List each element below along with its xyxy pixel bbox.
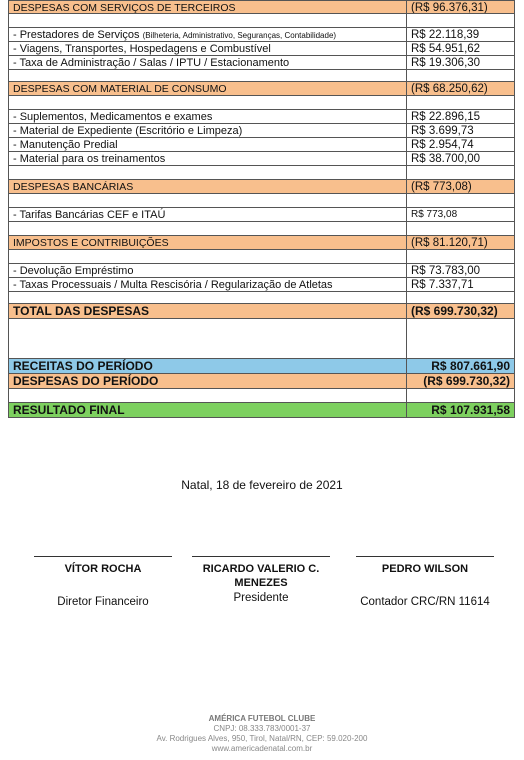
item-note: (Bilheteria, Administrativo, Seguranças, Contabilidade) xyxy=(142,31,337,40)
total-label: TOTAL DAS DESPESAS xyxy=(9,304,407,318)
table-row xyxy=(8,278,515,292)
item-label: - Material para os treinamentos xyxy=(9,152,407,165)
document-date: Natal, 18 de fevereiro de 2021 xyxy=(181,478,343,492)
section-title: IMPOSTOS E CONTRIBUIÇÕES xyxy=(9,236,407,249)
item-value: R$ 73.783,00 xyxy=(411,265,481,277)
signer-role: Presidente xyxy=(233,592,289,604)
receitas-value: R$ 807.661,90 xyxy=(431,359,510,373)
resultado-label: RESULTADO FINAL xyxy=(9,403,407,417)
footer-cnpj: CNPJ: 08.333.783/0001-37 xyxy=(213,724,311,733)
table-row xyxy=(8,152,515,166)
signature-block xyxy=(28,556,178,608)
total-despesas-row xyxy=(8,304,515,319)
footer-address: Av. Rodrigues Alves, 950, Tirol, Natal/RN, CEP: 59.020-200 xyxy=(156,734,368,743)
financial-table xyxy=(8,0,515,418)
spacer-row xyxy=(8,250,515,264)
signature-block xyxy=(186,556,336,604)
section-title: DESPESAS COM MATERIAL DE CONSUMO xyxy=(9,82,407,95)
section-header xyxy=(8,0,515,14)
item-label: - Viagens, Transportes, Hospedagens e Combustível xyxy=(9,42,407,55)
footer-club: AMÉRICA FUTEBOL CLUBE xyxy=(208,714,316,723)
table-row xyxy=(8,264,515,278)
spacer-row xyxy=(8,194,515,208)
signature-line xyxy=(34,556,172,558)
section-total: (R$ 81.120,71) xyxy=(411,237,488,249)
spacer-row xyxy=(8,319,515,359)
receitas-row xyxy=(8,359,515,374)
section-title: DESPESAS BANCÁRIAS xyxy=(9,180,407,193)
item-value: R$ 22.118,39 xyxy=(411,29,480,41)
signer-role: Contador CRC/RN 11614 xyxy=(360,596,490,608)
despesas-periodo-label: DESPESAS DO PERÍODO xyxy=(9,374,407,388)
item-value: R$ 38.700,00 xyxy=(411,153,481,165)
signer-role: Diretor Financeiro xyxy=(57,596,149,608)
spacer-row xyxy=(8,292,515,304)
spacer-row xyxy=(8,166,515,180)
spacer-row xyxy=(8,14,515,28)
item-label: - Prestadores de Serviços xyxy=(13,29,140,41)
item-value: R$ 22.896,15 xyxy=(411,111,481,123)
section-total: (R$ 773,08) xyxy=(411,181,472,193)
item-label: - Taxas Processuais / Multa Rescisória / Regularização de Atletas xyxy=(9,278,407,291)
item-value: R$ 3.699,73 xyxy=(411,125,474,137)
item-label: - Tarifas Bancárias CEF e ITAÚ xyxy=(9,208,407,221)
section-header xyxy=(8,236,515,250)
section-header xyxy=(8,180,515,194)
spacer-row xyxy=(8,389,515,403)
section-title: DESPESAS COM SERVIÇOS DE TERCEIROS xyxy=(9,1,407,13)
table-row xyxy=(8,138,515,152)
signature-line xyxy=(356,556,494,558)
item-value: R$ 2.954,74 xyxy=(411,139,474,151)
table-row xyxy=(8,28,515,42)
table-row xyxy=(8,42,515,56)
item-value: R$ 19.306,30 xyxy=(411,57,481,69)
signer-name: VÍTOR ROCHA xyxy=(64,563,142,575)
signer-name: PEDRO WILSON xyxy=(381,563,469,575)
table-row xyxy=(8,208,515,222)
section-total: (R$ 96.376,31) xyxy=(411,2,488,13)
item-value: R$ 773,08 xyxy=(411,209,458,220)
footer-site: www.americadenatal.com.br xyxy=(211,744,313,753)
signer-name: RICARDO VALERIO C. MENEZES xyxy=(202,563,320,589)
item-label: - Manutenção Predial xyxy=(9,138,407,151)
item-value: R$ 54.951,62 xyxy=(411,43,481,55)
table-row xyxy=(8,110,515,124)
item-value: R$ 7.337,71 xyxy=(411,279,474,291)
spacer-row xyxy=(8,96,515,110)
table-row xyxy=(8,124,515,138)
spacer-row xyxy=(8,70,515,82)
despesas-periodo-value: (R$ 699.730,32) xyxy=(423,374,510,388)
section-header xyxy=(8,82,515,96)
spacer-row xyxy=(8,222,515,236)
item-label: - Material de Expediente (Escritório e Limpeza) xyxy=(9,124,407,137)
section-total: (R$ 68.250,62) xyxy=(411,83,488,95)
item-label: - Taxa de Administração / Salas / IPTU / Estacionamento xyxy=(9,56,407,69)
signature-block xyxy=(350,556,500,608)
item-label: - Devolução Empréstimo xyxy=(9,264,407,277)
item-label: - Suplementos, Medicamentos e exames xyxy=(9,110,407,123)
receitas-label: RECEITAS DO PERÍODO xyxy=(9,359,407,373)
resultado-row xyxy=(8,403,515,418)
table-row xyxy=(8,56,515,70)
total-value: (R$ 699.730,32) xyxy=(411,304,498,318)
footer xyxy=(0,714,524,754)
signature-line xyxy=(192,556,330,558)
despesas-periodo-row xyxy=(8,374,515,389)
resultado-value: R$ 107.931,58 xyxy=(431,403,510,417)
